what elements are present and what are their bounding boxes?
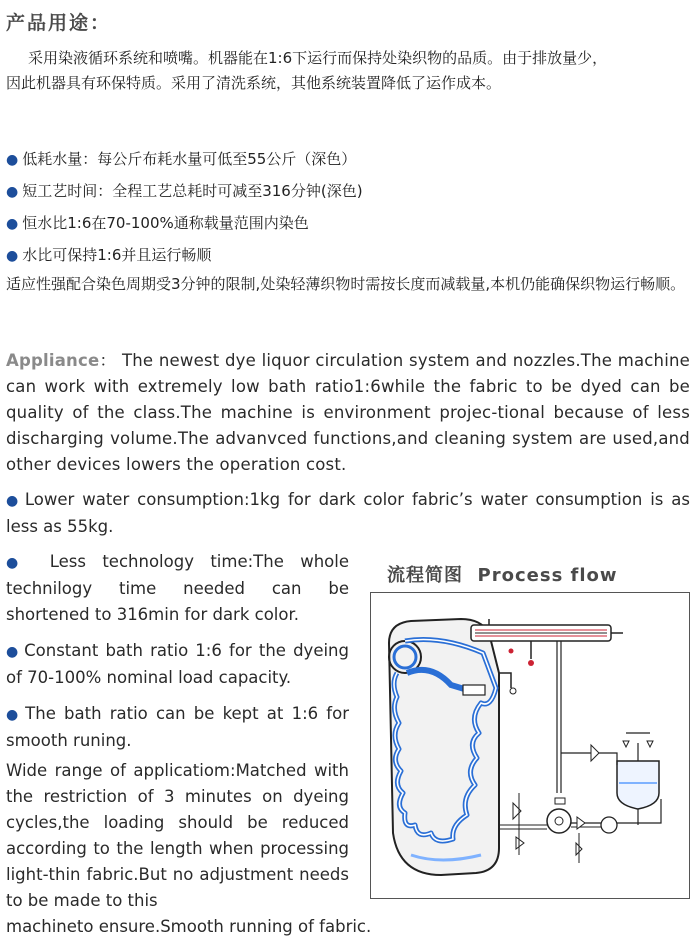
cn-intro-line: 因此机器具有环保特质。采用了清洗系统，其他系统装置降低了运作成本。 (6, 74, 502, 92)
en-left-column (6, 549, 372, 940)
cn-feature-text: 恒水比1:6在70-100%通称载量范围内染色 (22, 214, 309, 232)
process-flow-title (387, 561, 618, 587)
en-feature-text: Less technology time:The whole technilogy time needed can be shortened to 316min for dark color. (6, 552, 349, 624)
en-feature-item (6, 549, 349, 628)
bullet-dot-icon: ● (6, 216, 19, 232)
main-pump (547, 809, 571, 833)
cn-feature-text: 低耗水量：每公斤布耗水量可低至55公斤（深色） (22, 150, 357, 168)
bullet-dot-icon: ● (6, 493, 21, 509)
process-flow-title-cn: 流程简图 (387, 565, 463, 586)
appliance-text: The newest dye liquor circulation system and nozzles.The machine can work with extremely low bath ratio1:6while the fabric to be dyed can be quality of the class.The machine is environment projec-tional because of less discharging volume.The advanvced functions,and cleaning system are used,and other devices lowers the operation cost. (6, 351, 690, 474)
cn-feature-list (6, 143, 696, 271)
en-feature-item (6, 487, 690, 540)
bullet-dot-icon: ● (6, 152, 19, 168)
add-tank (617, 761, 659, 809)
cn-feature-item (6, 143, 696, 175)
en-feature-item (6, 638, 349, 691)
add-pump (601, 817, 617, 833)
process-flow-drawing (371, 593, 689, 898)
cn-feature-text: 短工艺时间：全程工艺总耗时可减至316分钟(深色) (22, 182, 363, 200)
cn-feature-item (6, 207, 696, 239)
bullet-dot-icon: ● (6, 707, 22, 723)
appliance-label: Appliance (6, 351, 100, 370)
bullet-dot-icon: ● (6, 184, 19, 200)
en-feature-text: The bath ratio can be kept at 1:6 for smooth runing. (6, 704, 349, 750)
bullet-dot-icon: ● (6, 555, 30, 571)
circulation-pipe (557, 641, 561, 793)
process-flow-title-en: Process flow (477, 565, 618, 586)
en-closing-paragraph: Wide range of applicatiom:Matched with the restriction of 3 minutes on dyeing cycles,the loading should be reduced according to the length when processing light-thin fabric.But no adjustment needs to be made to this (6, 761, 349, 910)
cn-intro-line: 采用染液循环系统和喷嘴。机器能在1:6下运行而保持处染织物的品质。由于排放量少， (28, 49, 608, 67)
en-feature-text: Lower water consumption:1kg for dark color fabric’s water consumption is as less as 55kg. (6, 490, 691, 536)
process-flow-diagram (370, 592, 690, 899)
cn-intro-paragraph (6, 46, 694, 96)
en-feature-text: Constant bath ratio 1:6 for the dyeing of 70-100% nominal load capacity. (6, 641, 349, 687)
appliance-separator: ： (99, 351, 117, 370)
bullet-dot-icon: ● (6, 248, 19, 264)
en-feature-item (6, 701, 349, 754)
cn-feature-item (6, 175, 696, 207)
en-appliance-paragraph (6, 348, 690, 478)
en-closing-tail: machineto ensure.Smooth running of fabric. (6, 917, 372, 936)
cn-feature-item (6, 239, 696, 271)
product-use-heading: 产品用途： (6, 12, 112, 34)
cn-adaptability-note: 适应性强配合染色周期受3分钟的限制,处染轻薄织物时需按长度而减载量,本机仍能确保织物运行畅顺。 (6, 275, 686, 293)
cn-feature-text: 水比可保持1:6并且运行畅顺 (22, 246, 212, 264)
bullet-dot-icon: ● (6, 644, 21, 660)
